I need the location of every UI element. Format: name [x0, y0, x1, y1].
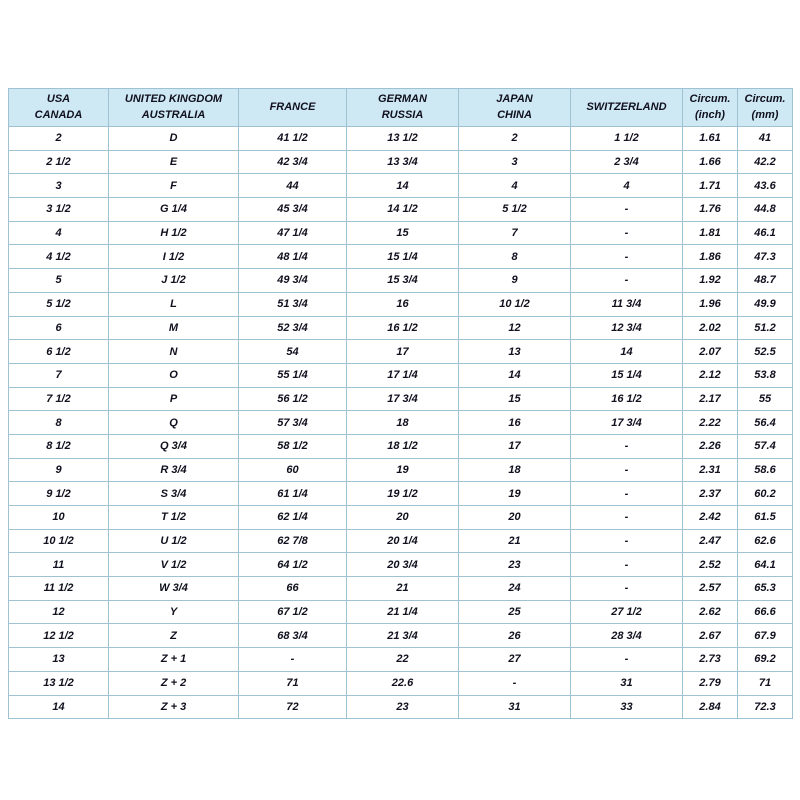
table-cell: - — [571, 648, 683, 672]
table-cell: 16 — [459, 411, 571, 435]
table-body — [9, 127, 793, 719]
table-cell: 2 — [459, 127, 571, 151]
table-cell: 13 1/2 — [347, 127, 459, 151]
table-row — [9, 198, 793, 222]
table-cell: 20 3/4 — [347, 553, 459, 577]
table-cell: 21 — [347, 577, 459, 601]
table-cell: 2.47 — [683, 529, 738, 553]
column-header-0: USA CANADA — [9, 89, 109, 127]
table-cell: Z — [109, 624, 239, 648]
table-cell: 64.1 — [738, 553, 793, 577]
table-cell: T 1/2 — [109, 506, 239, 530]
table-cell: 1.86 — [683, 245, 738, 269]
table-cell: 55 1/4 — [239, 363, 347, 387]
table-cell: 66 — [239, 577, 347, 601]
table-row — [9, 648, 793, 672]
table-cell: 68 3/4 — [239, 624, 347, 648]
table-cell: 45 3/4 — [239, 198, 347, 222]
table-cell: 7 — [9, 363, 109, 387]
table-cell: 16 1/2 — [347, 316, 459, 340]
table-cell: - — [459, 671, 571, 695]
table-cell: 9 — [459, 269, 571, 293]
table-cell: 51.2 — [738, 316, 793, 340]
table-cell: - — [571, 553, 683, 577]
table-cell: 2.73 — [683, 648, 738, 672]
table-cell: L — [109, 292, 239, 316]
table-cell: 2.37 — [683, 482, 738, 506]
table-cell: Z + 3 — [109, 695, 239, 719]
table-cell: 54 — [239, 340, 347, 364]
table-cell: 61 1/4 — [239, 482, 347, 506]
table-cell: 2.02 — [683, 316, 738, 340]
table-cell: 71 — [738, 671, 793, 695]
table-cell: 72 — [239, 695, 347, 719]
table-cell: 18 — [347, 411, 459, 435]
table-cell: 10 — [9, 506, 109, 530]
table-cell: 14 — [347, 174, 459, 198]
table-cell: D — [109, 127, 239, 151]
table-cell: 51 3/4 — [239, 292, 347, 316]
table-cell: O — [109, 363, 239, 387]
table-cell: 21 1/4 — [347, 600, 459, 624]
table-row — [9, 624, 793, 648]
table-cell: 8 1/2 — [9, 434, 109, 458]
table-cell: 2 — [9, 127, 109, 151]
table-cell: Q — [109, 411, 239, 435]
table-cell: 12 — [459, 316, 571, 340]
table-cell: 2.84 — [683, 695, 738, 719]
table-cell: 18 1/2 — [347, 434, 459, 458]
table-cell: 23 — [459, 553, 571, 577]
table-cell: 4 — [571, 174, 683, 198]
table-cell: 18 — [459, 458, 571, 482]
table-cell: - — [571, 482, 683, 506]
table-cell: 71 — [239, 671, 347, 695]
table-row — [9, 174, 793, 198]
table-cell: 42.2 — [738, 150, 793, 174]
table-cell: 67.9 — [738, 624, 793, 648]
table-cell: 3 1/2 — [9, 198, 109, 222]
table-cell: 49.9 — [738, 292, 793, 316]
table-row — [9, 600, 793, 624]
table-cell: 62.6 — [738, 529, 793, 553]
table-cell: 6 1/2 — [9, 340, 109, 364]
table-cell: 7 1/2 — [9, 387, 109, 411]
table-cell: 57.4 — [738, 434, 793, 458]
table-cell: 2.62 — [683, 600, 738, 624]
table-cell: 62 1/4 — [239, 506, 347, 530]
table-cell: 20 1/4 — [347, 529, 459, 553]
table-cell: - — [571, 198, 683, 222]
table-cell: - — [571, 458, 683, 482]
table-cell: 42 3/4 — [239, 150, 347, 174]
table-cell: - — [571, 529, 683, 553]
table-cell: Z + 2 — [109, 671, 239, 695]
table-cell: 31 — [459, 695, 571, 719]
table-cell: 1.61 — [683, 127, 738, 151]
table-row — [9, 387, 793, 411]
table-cell: R 3/4 — [109, 458, 239, 482]
table-cell: 2.26 — [683, 434, 738, 458]
table-cell: 41 — [738, 127, 793, 151]
table-cell: - — [571, 506, 683, 530]
table-cell: 19 1/2 — [347, 482, 459, 506]
table-cell: 27 — [459, 648, 571, 672]
table-cell: 17 — [459, 434, 571, 458]
table-row — [9, 529, 793, 553]
table-cell: E — [109, 150, 239, 174]
table-cell: 52 3/4 — [239, 316, 347, 340]
table-cell: 47 1/4 — [239, 221, 347, 245]
table-cell: 15 3/4 — [347, 269, 459, 293]
column-header-1: UNITED KINGDOM AUSTRALIA — [109, 89, 239, 127]
table-cell: 61.5 — [738, 506, 793, 530]
table-cell: 16 — [347, 292, 459, 316]
table-cell: 2.07 — [683, 340, 738, 364]
table-cell: - — [239, 648, 347, 672]
table-cell: - — [571, 221, 683, 245]
table-cell: 10 1/2 — [9, 529, 109, 553]
table-cell: Q 3/4 — [109, 434, 239, 458]
table-cell: 2.57 — [683, 577, 738, 601]
table-row — [9, 316, 793, 340]
table-cell: 41 1/2 — [239, 127, 347, 151]
table-cell: J 1/2 — [109, 269, 239, 293]
table-cell: 20 — [347, 506, 459, 530]
table-cell: 8 — [9, 411, 109, 435]
table-cell: 1.81 — [683, 221, 738, 245]
table-cell: 14 — [9, 695, 109, 719]
table-row — [9, 671, 793, 695]
table-cell: 17 1/4 — [347, 363, 459, 387]
table-cell: 12 — [9, 600, 109, 624]
table-cell: 44 — [239, 174, 347, 198]
table-row — [9, 506, 793, 530]
table-row — [9, 482, 793, 506]
table-cell: 49 3/4 — [239, 269, 347, 293]
table-cell: 48.7 — [738, 269, 793, 293]
table-cell: 21 — [459, 529, 571, 553]
table-cell: Y — [109, 600, 239, 624]
table-cell: 25 — [459, 600, 571, 624]
table-cell: W 3/4 — [109, 577, 239, 601]
table-row — [9, 553, 793, 577]
table-cell: 15 1/4 — [347, 245, 459, 269]
column-header-6: Circum. (inch) — [683, 89, 738, 127]
table-cell: Z + 1 — [109, 648, 239, 672]
table-cell: 17 3/4 — [571, 411, 683, 435]
table-row — [9, 411, 793, 435]
table-cell: 1.76 — [683, 198, 738, 222]
table-cell: 1.71 — [683, 174, 738, 198]
table-cell: 66.6 — [738, 600, 793, 624]
table-cell: 5 — [9, 269, 109, 293]
table-cell: 22.6 — [347, 671, 459, 695]
table-row — [9, 340, 793, 364]
table-cell: - — [571, 245, 683, 269]
table-row — [9, 363, 793, 387]
table-row — [9, 577, 793, 601]
table-cell: 1.96 — [683, 292, 738, 316]
table-cell: H 1/2 — [109, 221, 239, 245]
table-cell: 21 3/4 — [347, 624, 459, 648]
table-cell: 12 3/4 — [571, 316, 683, 340]
table-cell: 4 1/2 — [9, 245, 109, 269]
table-cell: 11 — [9, 553, 109, 577]
table-cell: 24 — [459, 577, 571, 601]
table-cell: 60 — [239, 458, 347, 482]
table-cell: 9 — [9, 458, 109, 482]
table-cell: 19 — [459, 482, 571, 506]
table-cell: 64 1/2 — [239, 553, 347, 577]
table-cell: S 3/4 — [109, 482, 239, 506]
table-cell: 2.17 — [683, 387, 738, 411]
table-cell: 13 3/4 — [347, 150, 459, 174]
table-cell: 67 1/2 — [239, 600, 347, 624]
table-cell: 26 — [459, 624, 571, 648]
table-cell: 65.3 — [738, 577, 793, 601]
table-cell: V 1/2 — [109, 553, 239, 577]
table-cell: 2.52 — [683, 553, 738, 577]
table-cell: 4 — [459, 174, 571, 198]
table-cell: 4 — [9, 221, 109, 245]
table-row — [9, 269, 793, 293]
table-cell: 13 — [459, 340, 571, 364]
table-cell: 60.2 — [738, 482, 793, 506]
table-cell: 56.4 — [738, 411, 793, 435]
table-cell: 2.31 — [683, 458, 738, 482]
table-row — [9, 695, 793, 719]
table-cell: 57 3/4 — [239, 411, 347, 435]
table-cell: 52.5 — [738, 340, 793, 364]
table-cell: 22 — [347, 648, 459, 672]
table-row — [9, 434, 793, 458]
table-cell: 2.12 — [683, 363, 738, 387]
table-cell: P — [109, 387, 239, 411]
header-row — [9, 89, 793, 127]
table-cell: 14 — [571, 340, 683, 364]
table-cell: 12 1/2 — [9, 624, 109, 648]
table-cell: 10 1/2 — [459, 292, 571, 316]
table-cell: 46.1 — [738, 221, 793, 245]
table-cell: 72.3 — [738, 695, 793, 719]
table-cell: 1.92 — [683, 269, 738, 293]
table-cell: 9 1/2 — [9, 482, 109, 506]
table-cell: 17 — [347, 340, 459, 364]
table-cell: 2.67 — [683, 624, 738, 648]
table-cell: 20 — [459, 506, 571, 530]
table-cell: 8 — [459, 245, 571, 269]
column-header-2: FRANCE — [239, 89, 347, 127]
table-row — [9, 292, 793, 316]
table-cell: 15 — [347, 221, 459, 245]
table-cell: 23 — [347, 695, 459, 719]
table-cell: 69.2 — [738, 648, 793, 672]
table-cell: 2 1/2 — [9, 150, 109, 174]
table-cell: 1.66 — [683, 150, 738, 174]
table-cell: 5 1/2 — [9, 292, 109, 316]
table-cell: 15 1/4 — [571, 363, 683, 387]
table-cell: 28 3/4 — [571, 624, 683, 648]
table-cell: M — [109, 316, 239, 340]
table-cell: - — [571, 434, 683, 458]
table-cell: 2.42 — [683, 506, 738, 530]
table-cell: 2.79 — [683, 671, 738, 695]
table-cell: 58 1/2 — [239, 434, 347, 458]
table-cell: 58.6 — [738, 458, 793, 482]
table-cell: G 1/4 — [109, 198, 239, 222]
table-cell: 19 — [347, 458, 459, 482]
table-cell: 11 1/2 — [9, 577, 109, 601]
table-cell: 33 — [571, 695, 683, 719]
table-cell: 5 1/2 — [459, 198, 571, 222]
table-cell: 1 1/2 — [571, 127, 683, 151]
table-cell: 6 — [9, 316, 109, 340]
ring-size-conversion-table — [8, 88, 793, 719]
table-cell: U 1/2 — [109, 529, 239, 553]
column-header-5: SWITZERLAND — [571, 89, 683, 127]
column-header-7: Circum. (mm) — [738, 89, 793, 127]
table-cell: 47.3 — [738, 245, 793, 269]
table-cell: F — [109, 174, 239, 198]
table-row — [9, 458, 793, 482]
table-cell: 56 1/2 — [239, 387, 347, 411]
table-cell: 55 — [738, 387, 793, 411]
table-row — [9, 245, 793, 269]
table-cell: 43.6 — [738, 174, 793, 198]
column-header-4: JAPAN CHINA — [459, 89, 571, 127]
table-cell: 13 — [9, 648, 109, 672]
table-cell: N — [109, 340, 239, 364]
table-row — [9, 150, 793, 174]
table-cell: 17 3/4 — [347, 387, 459, 411]
table-cell: 13 1/2 — [9, 671, 109, 695]
table-cell: - — [571, 269, 683, 293]
table-cell: 3 — [459, 150, 571, 174]
table-cell: - — [571, 577, 683, 601]
table-cell: 62 7/8 — [239, 529, 347, 553]
column-header-3: GERMAN RUSSIA — [347, 89, 459, 127]
table-cell: 7 — [459, 221, 571, 245]
table-cell: 44.8 — [738, 198, 793, 222]
table-cell: 2.22 — [683, 411, 738, 435]
table-cell: 53.8 — [738, 363, 793, 387]
table-cell: 3 — [9, 174, 109, 198]
table-row — [9, 127, 793, 151]
table-cell: 48 1/4 — [239, 245, 347, 269]
table-cell: I 1/2 — [109, 245, 239, 269]
table-cell: 16 1/2 — [571, 387, 683, 411]
table-cell: 11 3/4 — [571, 292, 683, 316]
table-cell: 15 — [459, 387, 571, 411]
table-cell: 2 3/4 — [571, 150, 683, 174]
table-row — [9, 221, 793, 245]
table-cell: 31 — [571, 671, 683, 695]
table-cell: 27 1/2 — [571, 600, 683, 624]
table-cell: 14 1/2 — [347, 198, 459, 222]
table-header — [9, 89, 793, 127]
table-cell: 14 — [459, 363, 571, 387]
